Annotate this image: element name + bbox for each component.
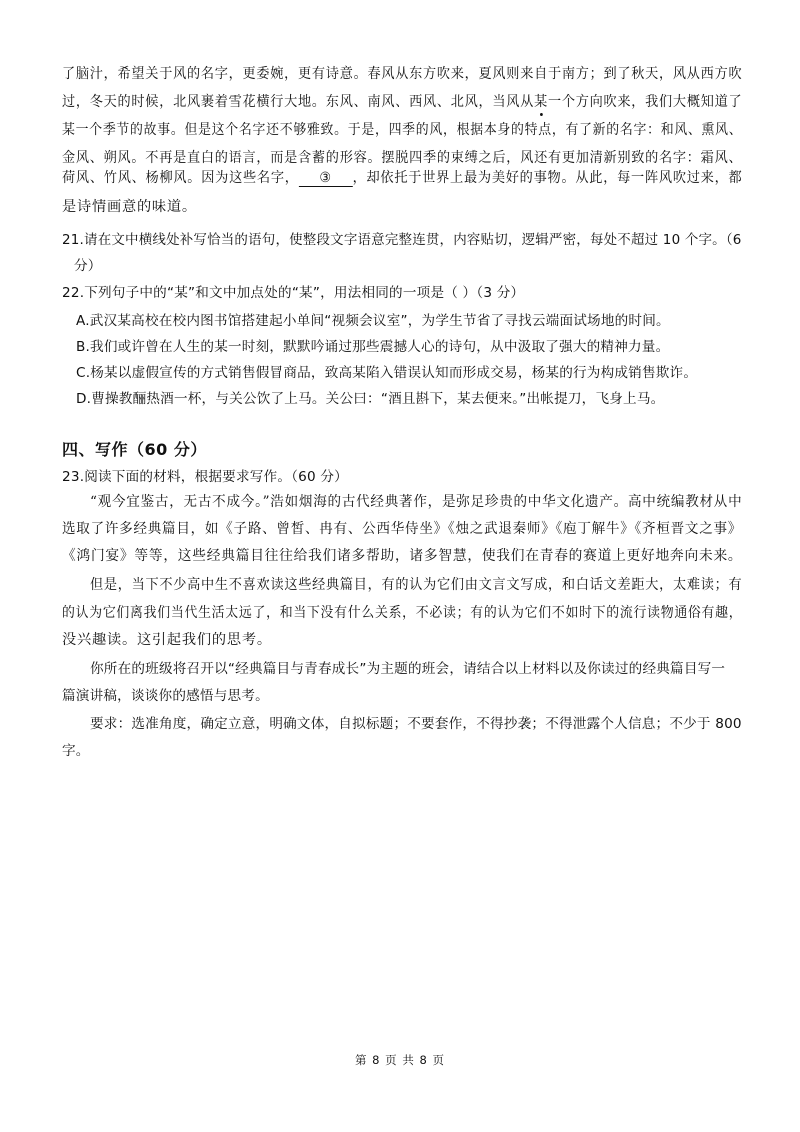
passage-line-2-post: 一个方向吹来，我们大概知道了 — [547, 94, 743, 110]
question-21: 21.请在文中横线处补写恰当的语句，使整段文字语意完整连贯，内容贴切，逻辑严密，每处不超过 10 个字。（6 — [62, 232, 742, 248]
passage-line-6: 是诗情画意的味道。 — [62, 199, 197, 215]
material-line-4: 但是，当下不少高中生不喜欢读这些经典篇目，有的认为它们由文言文写成，和白话文差距大，太难读；有 — [90, 577, 743, 593]
requirement-line-1: 要求：选准角度，确定立意，明确文体，自拟标题；不要套作，不得抄袭；不得泄露个人信息；不少于 800 — [90, 716, 742, 732]
material-line-2: 选取了许多经典篇目，如《子路、曾皙、冉有、公西华侍坐》《烛之武退秦师》《庖丁解牛》《齐桓晋文之事》 — [62, 521, 743, 537]
requirement-line-2: 字。 — [62, 743, 90, 759]
passage-line-5 — [62, 167, 742, 187]
passage-line-3: 某一个季节的故事。但是这个名字还不够雅致。于是，四季的风，根据本身的特点，有了新的名字：和风、熏风、 — [62, 122, 743, 138]
fill-blank-3[interactable]: ③ — [299, 170, 353, 187]
option-b[interactable]: B.我们或许曾在人生的某一时刻，默默吟诵过那些震撼人心的诗句，从中汲取了强大的精神力量。 — [76, 339, 670, 355]
passage-line-2 — [62, 91, 742, 111]
passage-line-5-pre: 荷风、竹风、杨柳风。因为这些名字， — [62, 170, 299, 186]
task-line-1: 你所在的班级将召开以“经典篇目与青春成长”为主题的班会，请结合以上材料以及你读过的经典篇目写一 — [90, 661, 726, 677]
option-a[interactable]: A.武汉某高校在校内图书馆搭建起小单间“视频会议室”，为学生节省了寻找云端面试场地的时间。 — [76, 313, 670, 329]
option-c[interactable]: C.杨某以虚假宣传的方式销售假冒商品，致高某陷入错误认知而形成交易，杨某的行为构成销售欺诈。 — [76, 365, 698, 381]
emphasis-dot-char: 某 — [534, 94, 548, 110]
section-4-heading: 四、写作（60 分） — [62, 440, 207, 459]
material-line-5: 的认为它们离我们当代生活太远了，和当下没有什么关系，不必读；有的认为它们不如时下的流行读物通俗有趣， — [62, 605, 743, 621]
option-d[interactable]: D.曹操教酾热酒一杯，与关公饮了上马。关公曰：“酒且斟下，某去便来。”出帐提刀，飞身上马。 — [76, 391, 665, 407]
page-number: 第 8 页 共 8 页 — [355, 1053, 445, 1067]
question-22: 22.下列句子中的“某”和文中加点处的“某”，用法相同的一项是（ ）（3 分） — [62, 285, 525, 301]
question-23: 23.阅读下面的材料，根据要求写作。（60 分） — [62, 469, 348, 485]
task-line-2: 篇演讲稿，谈谈你的感悟与思考。 — [62, 688, 269, 704]
material-line-1: “观今宜鉴古，无古不成今。”浩如烟海的古代经典著作，是弥足珍贵的中华文化遗产。高中统编教材从中 — [90, 494, 743, 510]
material-line-3: 《鸿门宴》等等，这些经典篇目往往给我们诸多帮助，诸多智慧，使我们在青春的赛道上更好地奔向未来。 — [62, 548, 743, 564]
passage-line-1: 了脑汁，希望关于风的名字，更委婉，更有诗意。春风从东方吹来，夏风则来自于南方；到了秋天，风从西方吹 — [62, 66, 743, 82]
passage-line-5-post: ，却依托于世界上最为美好的事物。从此，每一阵风吹过来，都 — [352, 170, 743, 186]
material-line-6: 没兴趣读。这引起我们的思考。 — [62, 632, 272, 648]
question-21-cont: 分） — [74, 258, 102, 274]
passage-line-4: 金风、朔风。不再是直白的语言，而是含蓄的形容。摆脱四季的束缚之后，风还有更加清新别致的名字：霜风、 — [62, 150, 743, 166]
passage-line-2-pre: 过，冬天的时候，北风裹着雪花横行大地。东风、南风、西风、北风，当风从 — [62, 94, 535, 110]
